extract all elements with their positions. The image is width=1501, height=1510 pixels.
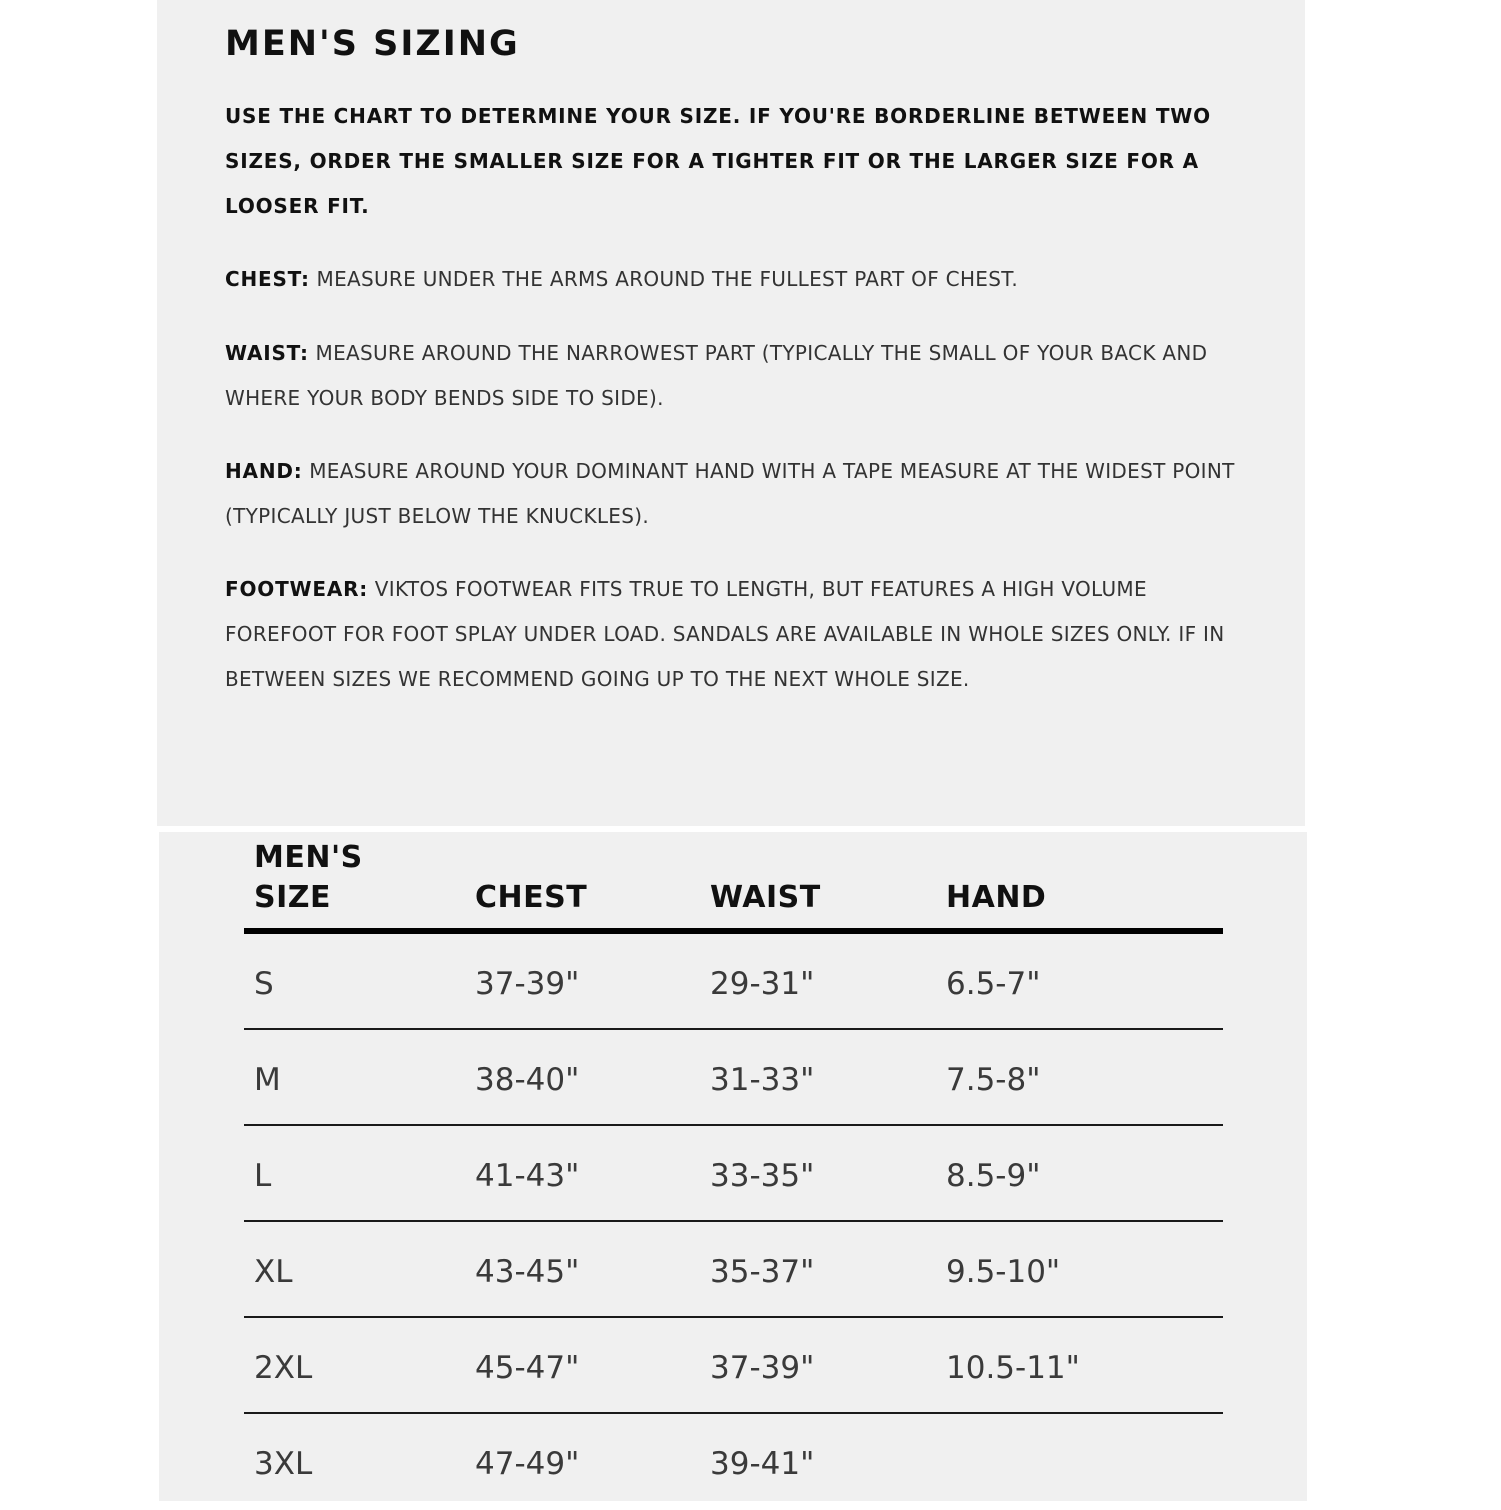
hand-cell: 9.5-10" xyxy=(946,1254,1061,1290)
table-row xyxy=(244,1318,1223,1414)
hand-cell: 8.5-9" xyxy=(946,1158,1041,1194)
chest-cell: 38-40" xyxy=(475,1062,580,1098)
chest-cell: 45-47" xyxy=(475,1350,580,1386)
hand-instruction xyxy=(225,449,1235,539)
size-cell: XL xyxy=(254,1254,293,1290)
chest-instruction-text: MEASURE UNDER THE ARMS AROUND THE FULLEST PART OF CHEST. xyxy=(316,267,1019,291)
page-title: MEN'S SIZING xyxy=(225,24,520,64)
footwear-instruction xyxy=(225,567,1235,702)
hand-instruction-label: HAND: xyxy=(225,459,303,483)
table-row xyxy=(244,1222,1223,1318)
waist-instruction-label: WAIST: xyxy=(225,341,309,365)
waist-cell: 29-31" xyxy=(710,966,815,1002)
chest-cell: 37-39" xyxy=(475,966,580,1002)
footwear-instruction-text: VIKTOS FOOTWEAR FITS TRUE TO LENGTH, BUT FEATURES A HIGH VOLUME FOREFOOT FOR FOOT SPLAY UNDER LOAD. SANDALS ARE AVAILABLE IN WHOLE SIZES ONLY. IF IN BETWEEN SIZES WE RECOMMEND GOING UP TO THE NEXT WHOLE SIZE. xyxy=(225,577,1225,691)
table-row xyxy=(244,1414,1223,1510)
header-mens-size: MEN'S SIZE xyxy=(254,840,363,915)
table-row xyxy=(244,934,1223,1030)
table-row xyxy=(244,1030,1223,1126)
chest-instruction xyxy=(225,257,1235,302)
chest-cell: 41-43" xyxy=(475,1158,580,1194)
sizing-intro-text: USE THE CHART TO DETERMINE YOUR SIZE. IF YOU'RE BORDERLINE BETWEEN TWO SIZES, ORDER THE SMALLER SIZE FOR A TIGHTER FIT OR THE LARGER SIZE FOR A LOOSER FIT. xyxy=(225,104,1211,218)
waist-instruction-text: MEASURE AROUND THE NARROWEST PART (TYPICALLY THE SMALL OF YOUR BACK AND WHERE YOUR BODY BENDS SIDE TO SIDE). xyxy=(225,341,1208,410)
waist-cell: 39-41" xyxy=(710,1446,815,1482)
waist-instruction xyxy=(225,331,1235,421)
hand-instruction-text: MEASURE AROUND YOUR DOMINANT HAND WITH A TAPE MEASURE AT THE WIDEST POINT (TYPICALLY JUST BELOW THE KNUCKLES). xyxy=(225,459,1235,528)
footwear-instruction-label: FOOTWEAR: xyxy=(225,577,369,601)
size-chart-table xyxy=(159,832,1307,1501)
sizing-info-panel xyxy=(157,0,1305,826)
header-hand: HAND xyxy=(946,880,1047,915)
waist-cell: 37-39" xyxy=(710,1350,815,1386)
waist-cell: 31-33" xyxy=(710,1062,815,1098)
hand-cell: 6.5-7" xyxy=(946,966,1041,1002)
size-cell: S xyxy=(254,966,274,1002)
hand-cell: 7.5-8" xyxy=(946,1062,1041,1098)
size-cell: M xyxy=(254,1062,281,1098)
waist-cell: 33-35" xyxy=(710,1158,815,1194)
waist-cell: 35-37" xyxy=(710,1254,815,1290)
size-cell: 2XL xyxy=(254,1350,313,1386)
table-row xyxy=(244,1126,1223,1222)
hand-cell: 10.5-11" xyxy=(946,1350,1080,1386)
chest-instruction-label: CHEST: xyxy=(225,267,310,291)
chest-cell: 43-45" xyxy=(475,1254,580,1290)
size-cell: 3XL xyxy=(254,1446,313,1482)
header-waist: WAIST xyxy=(710,880,821,915)
size-cell: L xyxy=(254,1158,272,1194)
chest-cell: 47-49" xyxy=(475,1446,580,1482)
header-chest: CHEST xyxy=(475,880,588,915)
